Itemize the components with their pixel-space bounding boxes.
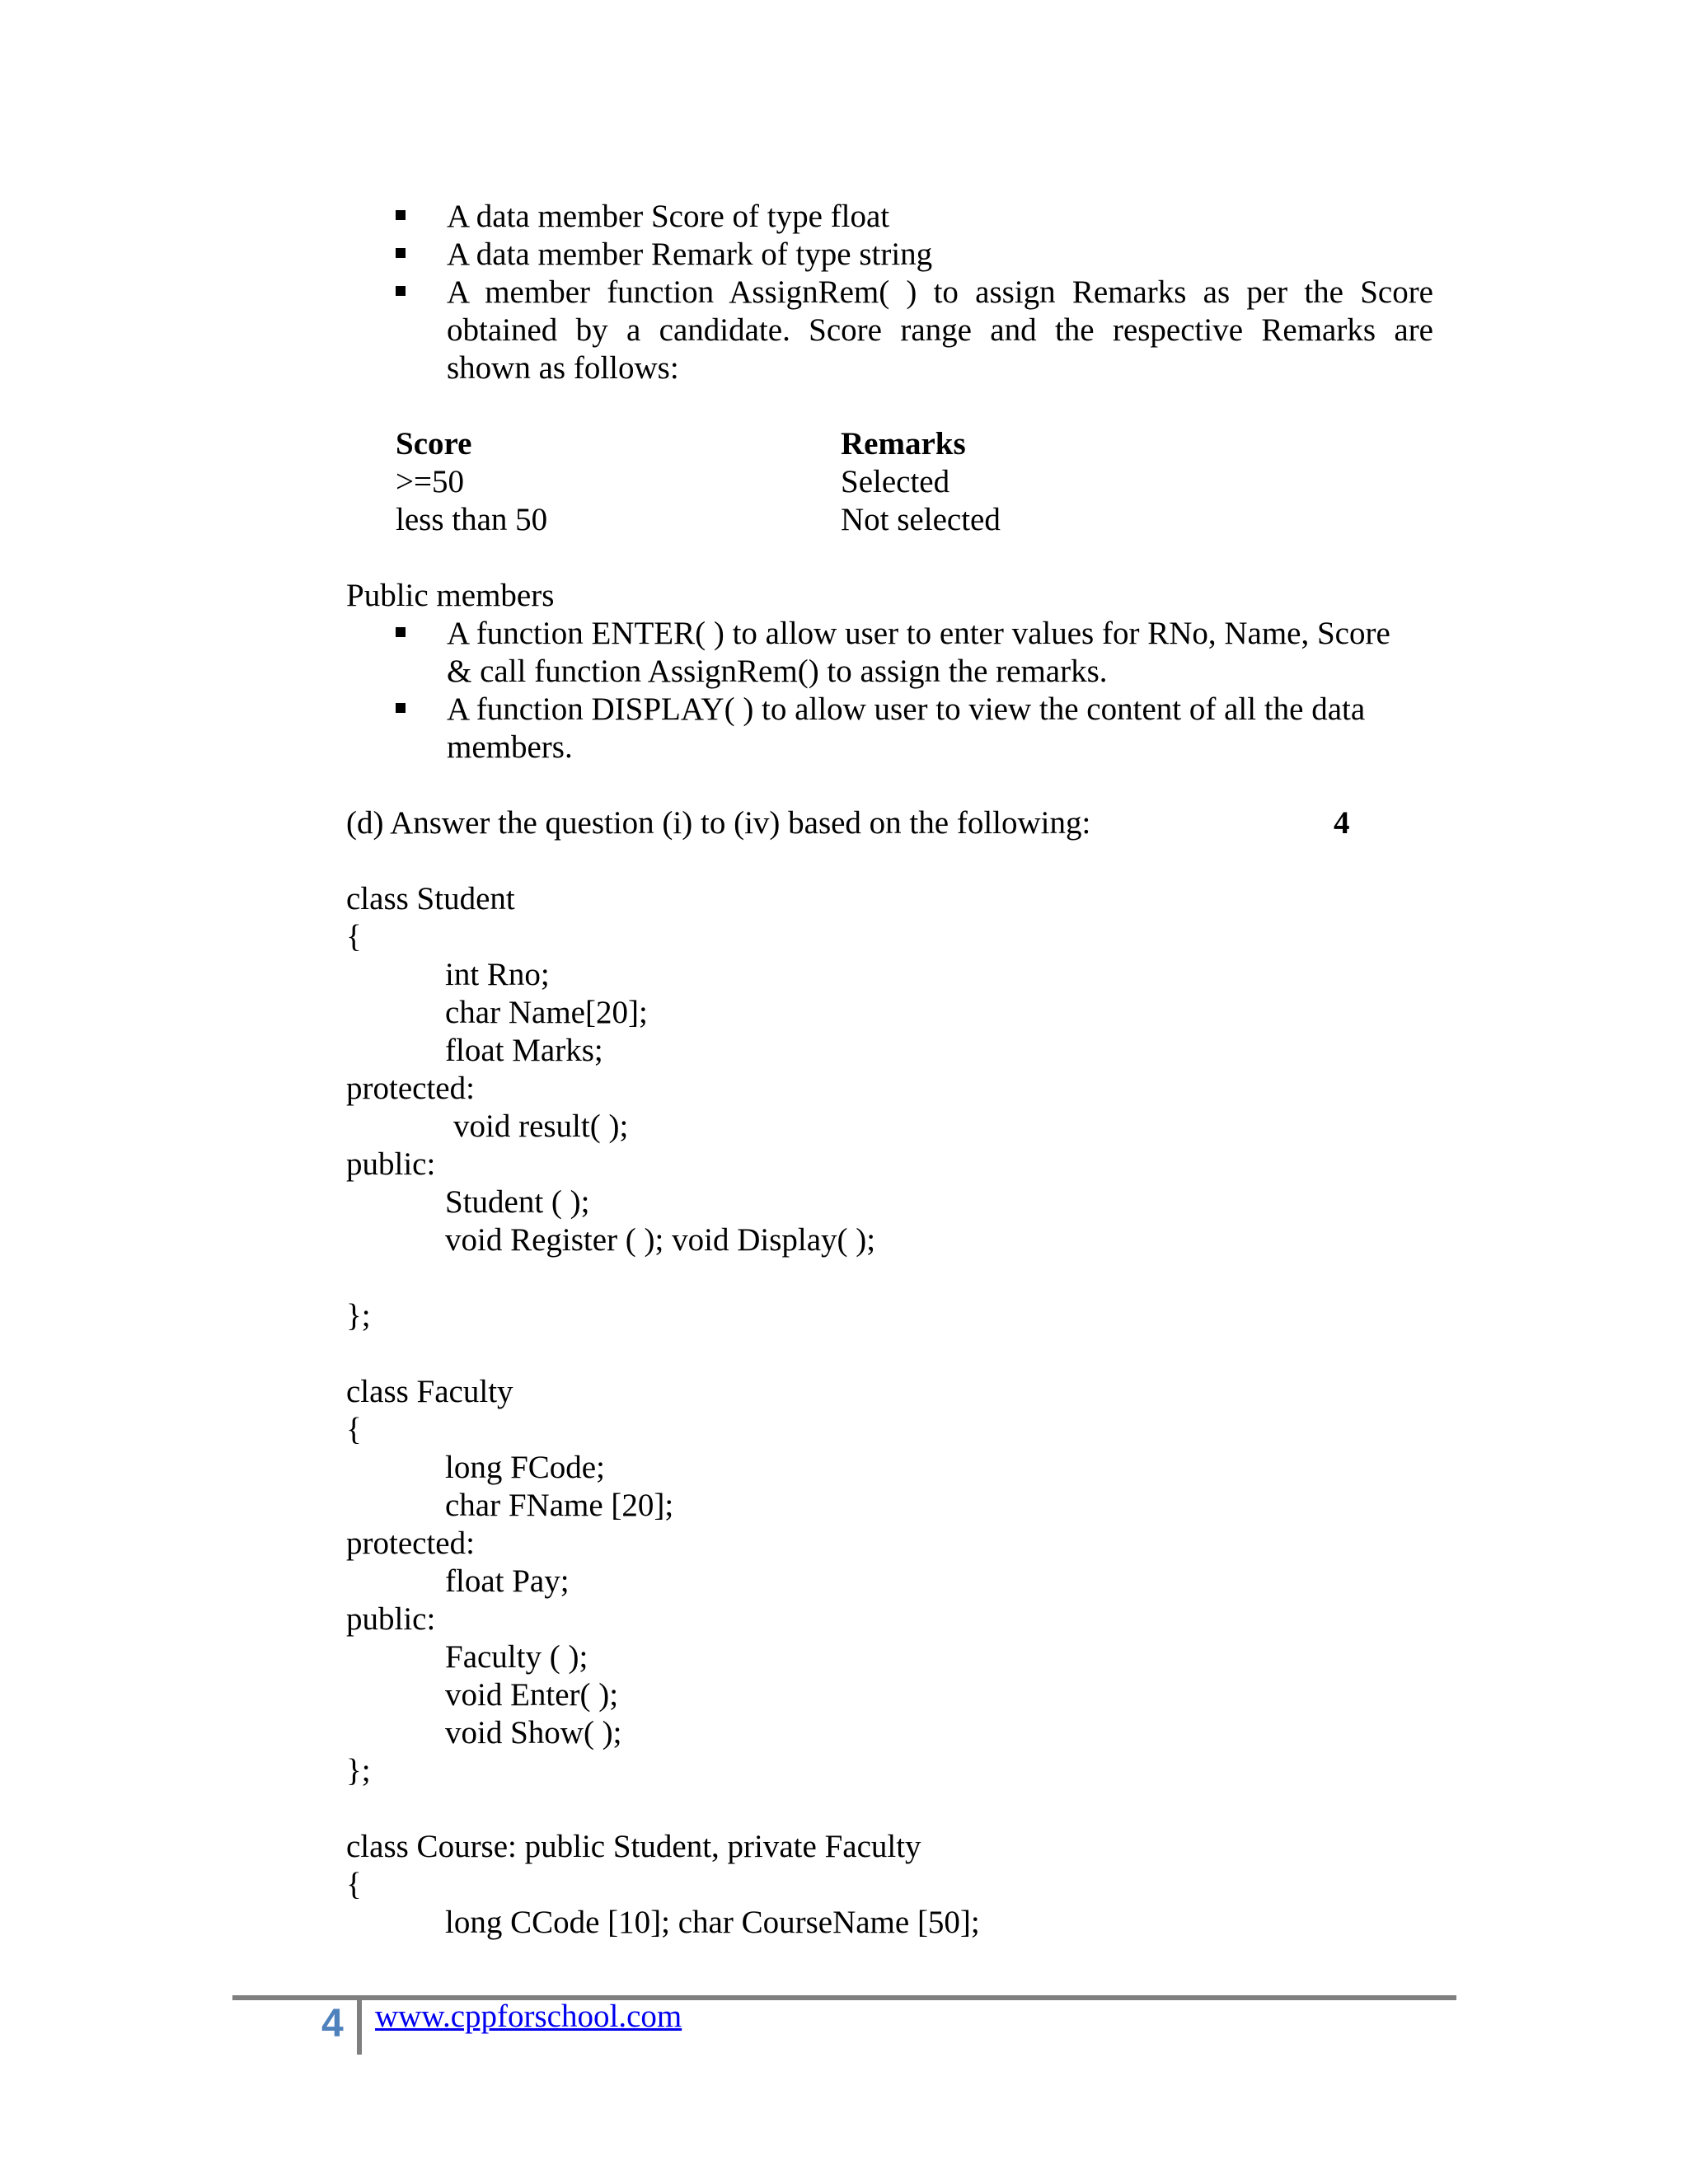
bullet-enter-line2: & call function AssignRem() to assign the remarks. [447, 654, 1108, 689]
bullet-display-line1: A function DISPLAY( ) to allow user to view the content of all the data [447, 691, 1366, 727]
code-line: Student ( ); [445, 1184, 590, 1220]
bullet-assignrem-line2: obtained by a candidate. Score range and the respective Remarks are [447, 312, 1433, 348]
public-members-heading: Public members [346, 578, 555, 613]
code-line: void Enter( ); [445, 1677, 619, 1713]
code-line: protected: [346, 1071, 475, 1106]
table-cell-remark: Not selected [841, 502, 1001, 537]
code-line: }; [346, 1298, 371, 1333]
bullet-remark-member: A data member Remark of type string [447, 237, 933, 272]
bullet-marker [396, 703, 406, 713]
code-line: }; [346, 1753, 371, 1788]
code-line: class Faculty [346, 1374, 513, 1409]
table-cell-score: less than 50 [396, 502, 548, 537]
bullet-display-line2: members. [447, 729, 573, 765]
code-line: void Register ( ); void Display( ); [445, 1222, 876, 1258]
code-line: { [346, 1412, 362, 1447]
code-line: class Student [346, 881, 515, 916]
code-line: { [346, 1867, 362, 1902]
code-line: public: [346, 1601, 436, 1637]
bullet-score-member: A data member Score of type float [447, 199, 890, 234]
footer-divider [357, 1995, 362, 2055]
question-d-marks: 4 [1334, 805, 1350, 841]
page-number: 4 [321, 2002, 344, 2046]
code-line: char FName [20]; [445, 1488, 674, 1523]
code-line: protected: [346, 1526, 475, 1561]
table-header-score: Score [396, 426, 472, 462]
code-line: long CCode [10]; char CourseName [50]; [445, 1905, 980, 1940]
code-line: Faculty ( ); [445, 1639, 588, 1675]
code-line: { [346, 919, 362, 954]
code-line: float Pay; [445, 1563, 570, 1599]
bullet-enter-line1: A function ENTER( ) to allow user to enter values for RNo, Name, Score [447, 616, 1390, 651]
bullet-assignrem-line1: A member function AssignRem( ) to assign Remarks as per the Score [447, 274, 1433, 310]
table-cell-remark: Selected [841, 464, 950, 499]
bullet-assignrem-line3: shown as follows: [447, 350, 679, 386]
question-d-text: (d) Answer the question (i) to (iv) based on the following: [346, 805, 1091, 841]
table-header-remarks: Remarks [841, 426, 966, 462]
code-line: long FCode; [445, 1450, 605, 1485]
code-line: void Show( ); [445, 1715, 622, 1750]
code-line: class Course: public Student, private Faculty [346, 1829, 921, 1864]
bullet-marker [396, 210, 406, 220]
bullet-marker [396, 627, 406, 637]
code-line: char Name[20]; [445, 995, 648, 1030]
code-line: float Marks; [445, 1033, 603, 1068]
footer-link[interactable]: www.cppforschool.com [375, 1999, 682, 2034]
bullet-marker [396, 248, 406, 258]
code-line: void result( ); [453, 1108, 629, 1144]
code-line: int Rno; [445, 957, 550, 992]
table-cell-score: >=50 [396, 464, 464, 499]
bullet-marker [396, 286, 406, 296]
code-line: public: [346, 1146, 436, 1182]
